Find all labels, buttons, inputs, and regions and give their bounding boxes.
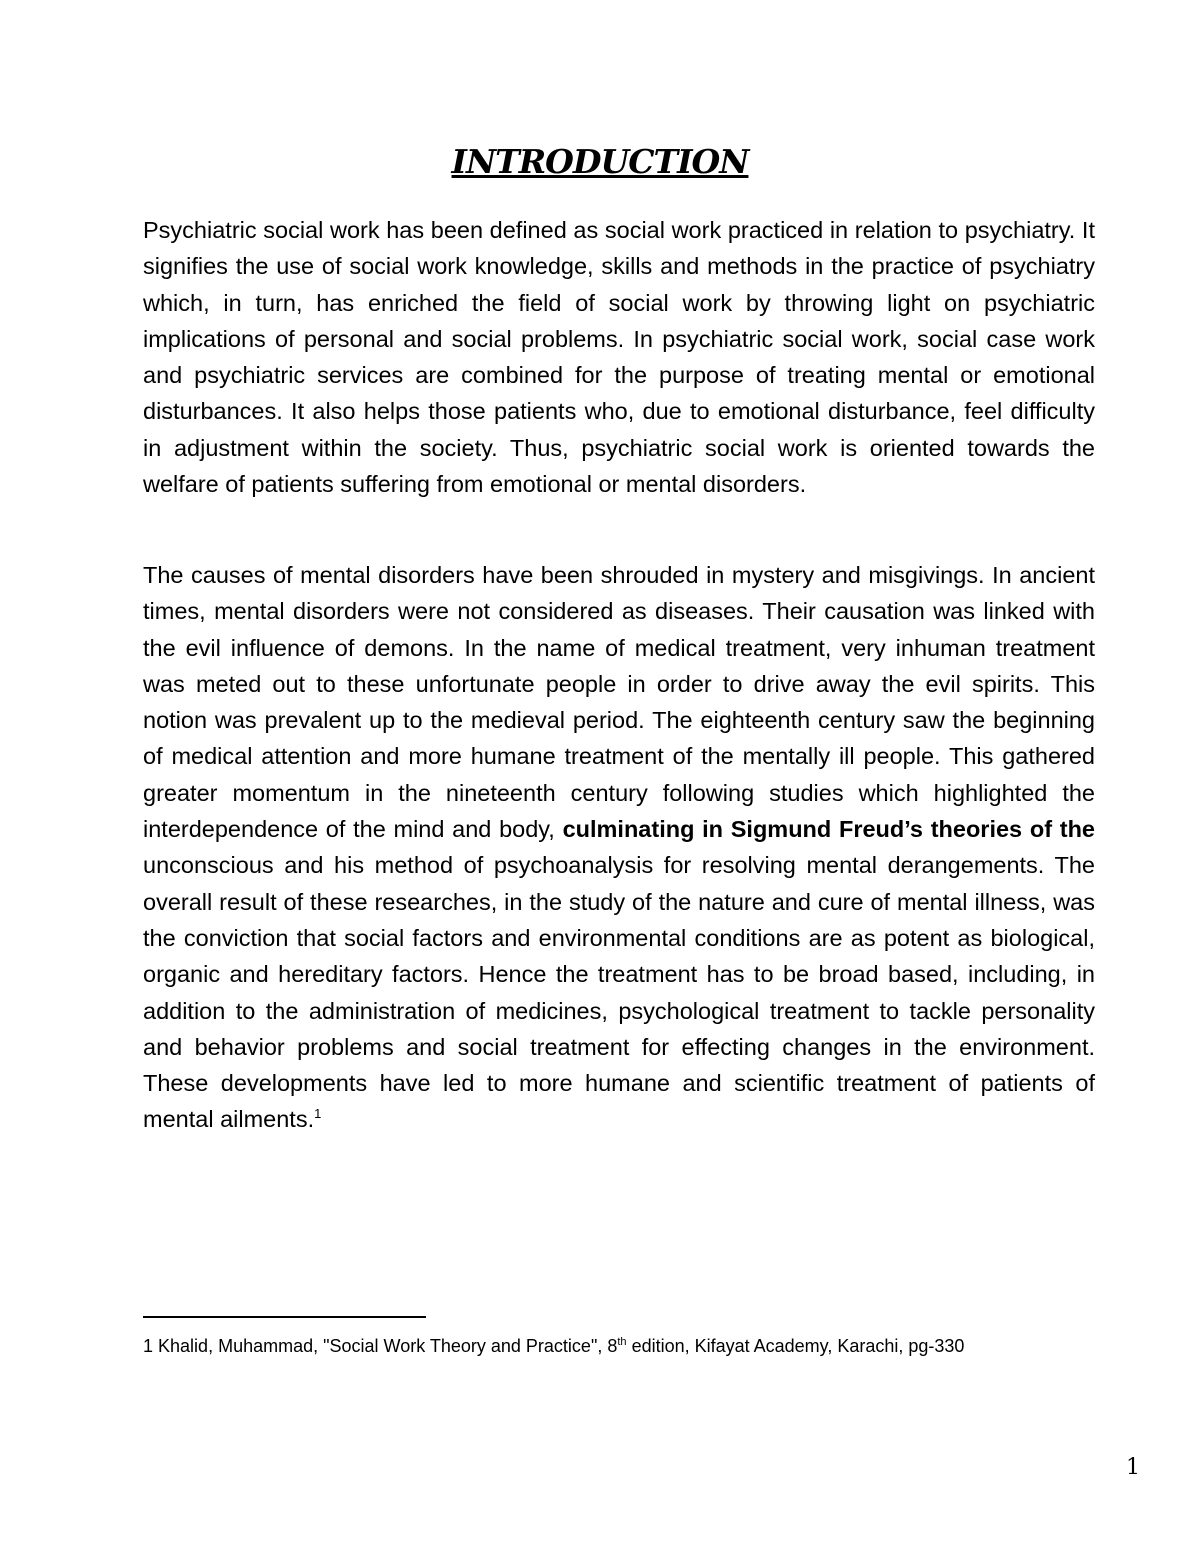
paragraph-1-text: Psychiatric social work has been defined as social work practiced in relation to psychiatry. It signifies the use of social work knowledge, skills and methods in the practice of psychiatry which, in turn, has enriched the field of social work by throwing light on psychiatric implications of personal and social problems. In psychiatric social work, social case work and psychiatric services are combined for the purpose of treating mental or emotional disturbances. It also helps those patients who, due to emotional disturbance, feel difficulty in adjustment within the society. Thus, psychiatric social work is oriented towards the welfare of patients suffering from emotional or mental disorders.: [143, 217, 1095, 498]
footnote-text-after: edition, Kifayat Academy, Karachi, pg-330: [631, 1336, 965, 1356]
paragraph-2-text-end: unconscious and his method of psychoanalysis for resolving mental derangements. The overall result of these researches, in the study of the nature and cure of mental illness, was the conviction that social factors and environmental conditions are as potent as biological, organic and hereditary factors. Hence the treatment has to be broad based, including, in addition to the administration of medicines, psychological treatment to tackle personality and behavior problems and social treatment for effecting changes in the environment. These developments have led to more humane and scientific treatment of patients of mental ailments.: [143, 852, 1095, 1133]
page-title: INTRODUCTION: [451, 142, 749, 181]
paragraph-1: [143, 212, 1095, 502]
footnote-edition-suffix: th: [617, 1336, 627, 1348]
footnote-text-before: Khalid, Muhammad, "Social Work Theory and Practice", 8: [158, 1336, 618, 1356]
page-number: 1: [1126, 1455, 1140, 1480]
paragraph-2-bold-text: culminating in Sigmund Freud’s theories of the: [562, 816, 1095, 843]
paragraph-2: [143, 557, 1095, 1138]
footnote: [143, 1331, 1083, 1361]
footnote-separator: [143, 1316, 426, 1318]
paragraph-2-text-start: The causes of mental disorders have been shrouded in mystery and misgivings. In ancient times, mental disorders were not considered as diseases. Their causation was linked with the evil influence of demons. In the name of medical treatment, very inhuman treatment was meted out to these unfortunate people in order to drive away the evil spirits. This notion was prevalent up to the medieval period. The eighteenth century saw the beginning of medical attention and more humane treatment of the mentally ill people. This gathered greater momentum in the nineteenth century following studies which highlighted the interdependence of the mind and body,: [143, 562, 1095, 843]
footnote-reference[interactable]: 1: [314, 1106, 322, 1122]
footnote-number: 1: [143, 1336, 154, 1356]
